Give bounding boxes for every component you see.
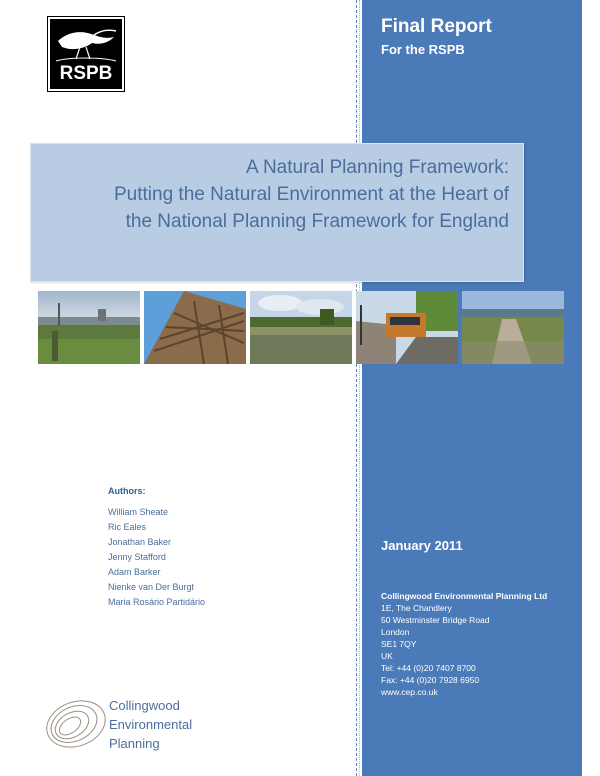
title-box [30, 143, 524, 282]
photo-countryside-path [462, 291, 564, 364]
author-name: Ric Eales [108, 522, 147, 532]
photo-industrial-landscape [38, 291, 140, 364]
cep-logo-text: Environmental [109, 717, 193, 732]
phone-number: Tel: +44 (0)20 7407 8700 [381, 663, 476, 673]
divider-line [356, 0, 357, 776]
address-line: London [381, 627, 410, 637]
rspb-logo-text: RSPB [59, 63, 113, 84]
website-link[interactable]: www.cep.co.uk [381, 687, 438, 697]
author-name: Adam Barker [108, 567, 161, 577]
title-line-1: A Natural Planning Framework: [246, 157, 509, 178]
right-blue-panel [362, 0, 582, 776]
photo-river [250, 291, 352, 364]
address-line: 50 Westminster Bridge Road [381, 615, 490, 625]
company-name: Collingwood Environmental Planning Ltd [381, 591, 548, 601]
address-line: SE1 7QY [381, 639, 417, 649]
report-title: Final Report [381, 16, 492, 37]
title-line-2: Putting the Natural Environment at the Heart of [114, 184, 509, 205]
fax-number: Fax: +44 (0)20 7928 6950 [381, 675, 480, 685]
cep-logo-text: Planning [109, 736, 160, 751]
photo-railway-station [356, 291, 458, 364]
address-line: 1E, The Chandlery [381, 603, 452, 613]
author-name: William Sheate [108, 507, 169, 517]
cep-logo-swirl-icon [40, 694, 115, 756]
author-name: Maria Rosário Partidário [108, 597, 206, 607]
rspb-logo [48, 17, 124, 91]
report-subtitle: For the RSPB [381, 42, 465, 57]
author-name: Jenny Stafford [108, 552, 166, 562]
title-line-3: the National Planning Framework for England [125, 211, 509, 232]
photo-timber-building [144, 291, 246, 364]
cep-logo-text: Collingwood [109, 698, 180, 713]
authors-heading: Authors: [108, 486, 146, 496]
author-name: Jonathan Baker [108, 537, 172, 547]
divider-line-dotted [359, 0, 360, 776]
author-name: Nienke van Der Burgt [108, 582, 195, 592]
address-line: UK [381, 651, 393, 661]
report-date: January 2011 [381, 538, 463, 553]
